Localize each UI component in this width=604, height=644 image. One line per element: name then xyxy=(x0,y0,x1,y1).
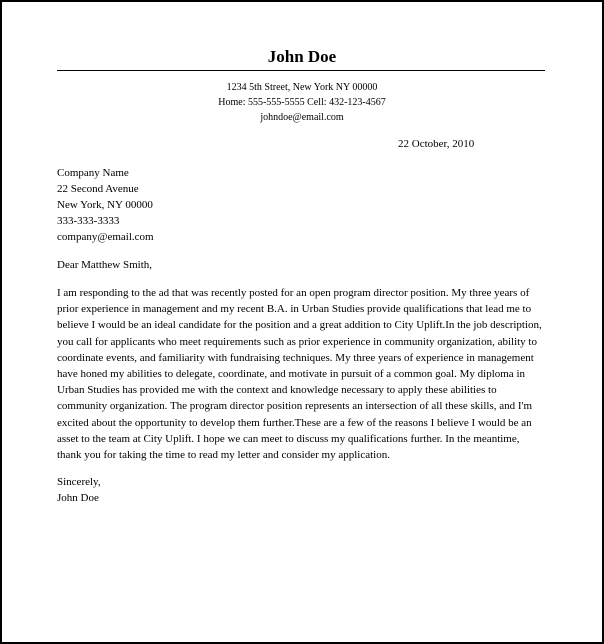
sender-address: 1234 5th Street, New York NY 00000 xyxy=(226,82,378,93)
recipient-company: Company Name xyxy=(57,167,129,179)
body-line: asset to the team at City Uplift. I hope we can meet to discuss my qualifications further. In the meantime, xyxy=(57,432,520,445)
body-line: I am responding to the ad that was recently posted for an open program director position. My three years of xyxy=(57,287,530,299)
body-line: community organization. The program director position represents an intersection of all these skills, and I'm xyxy=(57,400,533,413)
recipient-phone: 333-333-3333 xyxy=(57,215,120,227)
sender-name: John Doe xyxy=(267,47,337,66)
body-line: Urban Studies has provided me with the context and knowledge necessary to apply these abilities to xyxy=(57,384,497,397)
sender-contact-block xyxy=(2,80,602,125)
header-divider xyxy=(57,70,545,71)
body-line: thank you for taking the time to read my letter and consider my application. xyxy=(57,449,390,462)
body-line: believe I would be an ideal candidate for the position and a great addition to City Uplift.In the job description, xyxy=(57,319,542,332)
body-line: coordinate events, and familiarity with fundraising techniques. My three years of experience in management xyxy=(57,351,534,364)
body-line: excited about the opportunity to develop them further.These are a few of the reasons I believe I would be an xyxy=(57,416,532,429)
sender-email: johndoe@email.com xyxy=(260,112,344,123)
valediction: Sincerely, xyxy=(57,476,101,488)
recipient-email: company@email.com xyxy=(57,231,154,243)
recipient-city: New York, NY 00000 xyxy=(57,199,153,211)
body-line: have honed my abilities to delegate, coordinate, and motivate in pursuit of a common goal. My diploma in xyxy=(57,368,525,381)
body-line: you call for applicants who meet requirements such as prior experience in community organization, ability to xyxy=(57,335,537,348)
recipient-street: 22 Second Avenue xyxy=(57,183,139,195)
letter-body xyxy=(57,285,547,463)
signature-name: John Doe xyxy=(57,492,99,504)
closing-block xyxy=(57,474,101,506)
sender-phones: Home: 555-555-5555 Cell: 432-123-4567 xyxy=(218,97,386,108)
body-line: prior experience in management and my recent B.A. in Urban Studies provide qualifications that lead me to xyxy=(57,303,532,316)
letter-date: 22 October, 2010 xyxy=(398,138,475,150)
recipient-block xyxy=(57,165,154,245)
salutation: Dear Matthew Smith, xyxy=(57,259,153,271)
